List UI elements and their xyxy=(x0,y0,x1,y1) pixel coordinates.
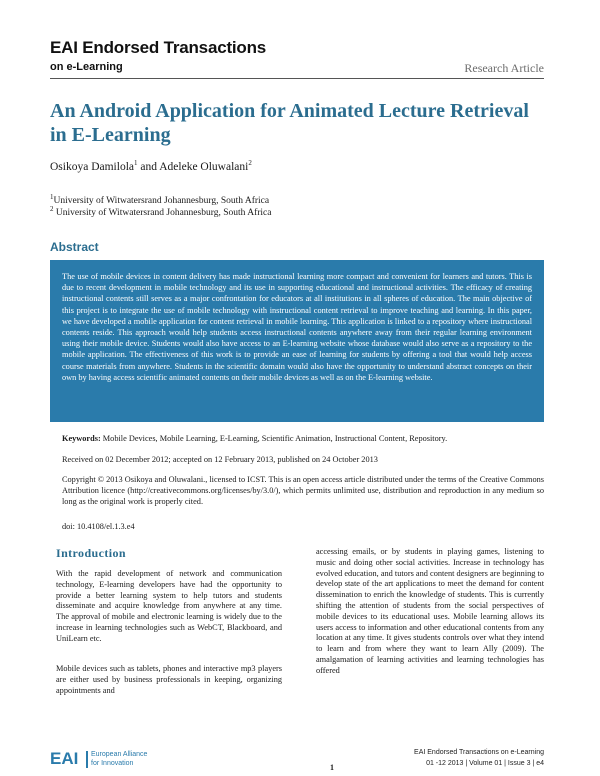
affiliation xyxy=(50,205,272,218)
copyright: Copyright © 2013 Osikoya and Oluwalani., licensed to ICST. This is an open access article distributed under the terms of the Creative Commons Attribution licence (http://creativecommons.org/licenses/by/3.0/), which permits unlimited use, distribution and reproduction in any medium so long as the original work is properly cited. xyxy=(62,475,544,506)
paper-title: An Android Application for Animated Lecture Retrieval in E-Learning xyxy=(50,100,529,146)
footer-journal: EAI Endorsed Transactions on e-Learning xyxy=(414,749,544,756)
keywords-label: Keywords: xyxy=(62,434,101,443)
journal-subtitle: on e-Learning xyxy=(50,61,123,73)
footer-issue: 01 -12 2013 | Volume 01 | Issue 3 | e4 xyxy=(426,760,544,767)
author-separator: and xyxy=(137,160,160,173)
logo-text: EAI xyxy=(50,749,79,768)
logo-line: for Innovation xyxy=(91,760,134,767)
journal-title: EAI Endorsed Transactions xyxy=(50,38,267,57)
abstract-box xyxy=(50,260,544,422)
affil-text: University of Witwatersrand Johannesburg, South Africa xyxy=(53,196,270,207)
logo-divider xyxy=(86,751,88,768)
intro-paragraph: Mobile devices such as tablets, phones and interactive mp3 players are either used by business professionals in keeping, organizing appointments and xyxy=(56,664,282,695)
author-sup: 1 xyxy=(134,159,138,167)
header-rule xyxy=(50,78,544,79)
article-type: Research Article xyxy=(464,61,544,75)
keywords-text: Mobile Devices, Mobile Learning, E-Learning, Scientific Animation, Instructional Content, Repository. xyxy=(100,434,448,443)
authors xyxy=(50,159,252,173)
abstract-text: The use of mobile devices in content delivery has made instructional learning more compact and convenient for learners and tutors. This is due to recent development in mobile technology and its use in supporting educational and instructional activities. The efficacy of creating instructional contents still serves as a major confrontation for educators at all institutions in all spheres of education. The main objective of this project is to integrate the use of mobile technology with instructional content retrieval to improve teaching and learning. In this paper, we have developed a mobile application for content retrieval in mobile learning. This application is linked to a repository where instructional contents reside. This approach would help students access instructional contents anywhere away from their regular learning environment using their mobile device. Students would also have access to an E-learning website whose database would also serve as a repository to the mobile application. The effectiveness of this work is to provide an ease of learning for students by offering a tool that would help access course materials from anywhere. Students in the scientific domain would also have the opportunity to understand abstract concepts on their own by having access scientific animated contents on their mobile devices as well as on the E-learning website. xyxy=(62,272,532,382)
doi: doi: 10.4108/el.1.3.e4 xyxy=(62,522,135,531)
intro-paragraph: With the rapid development of network and communication technology, E-learning developers have had the opportunity to provide a better learning system to help tutors and students disseminate and acquire knowledge from anywhere at any time. The approval of mobile and electronic learning is widely due to the increase in learning technologies such as WebCT, Blackboard, and UniLearn etc. xyxy=(56,569,282,643)
author-name: Osikoya Damilola xyxy=(50,160,134,173)
author-sup: 2 xyxy=(248,159,252,167)
page-number: 1 xyxy=(330,763,334,772)
dates: Received on 02 December 2012; accepted on 12 February 2013, published on 24 October 2013 xyxy=(62,455,378,464)
affil-sup: 2 xyxy=(50,205,54,213)
author-name: Adeleke Oluwalani xyxy=(159,160,249,173)
affil-sup: 1 xyxy=(50,193,54,201)
keywords xyxy=(62,433,542,444)
section-heading: Introduction xyxy=(56,546,126,560)
intro-paragraph: accessing emails, or by students in playing games, listening to music and doing other social activities. Increase in technology has evolved education, and tutors and content designers are beginning to develop state of the art applications to meet the demand for content dissemination to enrich the knowledge of students. This is currently shifting the attention of students from the social perspectives of mobile devices to its educational uses. Mobile learning allows its users access to information and other educational contents from any location at any time. It gives students controls over what they intend to learn and from where they want to learn Ally (2009). The amalgamation of learning activities and learning technologies has offered xyxy=(316,547,544,675)
logo-line: European Alliance xyxy=(91,751,148,758)
abstract-heading: Abstract xyxy=(50,240,99,254)
affil-text: University of Witwatersrand Johannesburg, South Africa xyxy=(53,208,272,219)
